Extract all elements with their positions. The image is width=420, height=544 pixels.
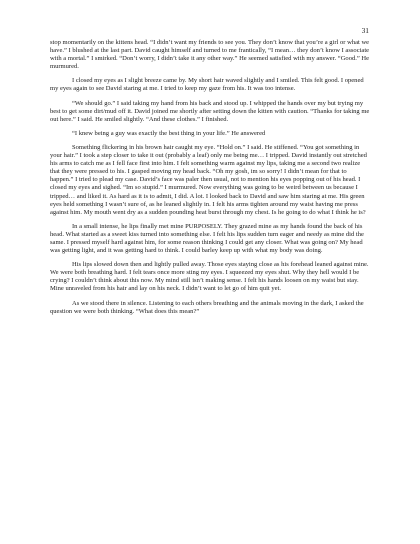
paragraph: “I knew being a guy was exactly the best thing in your life.” He answered <box>72 129 266 137</box>
paragraph: His lips slowed down then and lightly pulled away. Those eyes staying close as his forehead leaned against mine. We were both breathing hard. I felt tears once more sting my eyes. I squeezed my eyes shut. Why they hell would I be crying? I couldn’t think about this now. My mind still isn’t making sense. I felt his hands loosen on my waist but stay. Mine unraveled from his hair and lay on his neck. I didn’t want to let go of him quit yet. <box>50 261 369 293</box>
paragraph: As we stood there in silence. Listening to each others breathing and the animals moving in the dark, I asked the question we were both thinking. “What does this mean?” <box>50 299 364 315</box>
paragraph: “We should go.” I said taking my hand from his back and stood up. I whipped the hands over my but trying my best to get some dirt/mud off it. David joined me shortly after setting down the kitten with caution. “Thanks for taking me out here.” I said. He smiled slightly. “And these clothes.” I finished. <box>50 99 370 123</box>
paragraph: stop momentarily on the kittens head. “I didn’t want my friends to see you. They don’t know that you’re a girl or what we have.” I blushed at the last part. David caught himself and turned to me frantically, “I mean… they don’t know I associate with a mortal.” I smirked. “Don’t worry, I didn’t take it any other way.” He seemed satisfied with my answer. “Good.” He murmured. <box>50 39 370 71</box>
page-number: 31 <box>361 26 369 35</box>
paragraph: Something flickering in his brown hair caught my eye. “Hold on.” I said. He stiffened. “You got something in your hair.” I took a step closer to take it out (probably a leaf) only me being me… I tripped. David instantly out stretched his arms to catch me as I fell face first into him. I felt something warm against my lips, taking me a second two realize that they were pressed to his. I gasped moving my head back. “Oh my gosh, im so sorry! I didn’t mean for that to happen.” I tried to plead my case. David’s face was paler then usual, not to mention his eyes popping out of his head. I closed my eyes and sighed. “Im so stupid.” I murmured. Now everything was going to be weird between us because I tripped… and liked it. As hard as it is to admit, I did. A lot. I looked back to David and saw him staring at me. His green eyes held something I wasn’t sure of, as he leaned slightly in. I felt his arms tighten around my waist having me press against him. My mouth went dry as a sudden pounding heat burst through my chest. Is he going to do what I think he is? <box>50 143 367 216</box>
body-text <box>50 39 371 322</box>
paragraph: I closed my eyes as I slight breeze came by. My short hair waved slightly and I smiled. This felt good. I opened my eyes again to see David staring at me. I tried to keep my gaze from his. It was too intense. <box>50 77 364 93</box>
paragraph: In a small intense, he lips finally met mine PURPOSELY. They grazed mine as my hands found the back of his head. What started as a sweet kiss turned into something else. I felt his lips sudden turn eager and needy as mine did the same. I pressed myself hard against him, for some reason thinking I could get any closer. What was going on? My head was getting light, and it was getting hard to think. I could barley keep up with what my body was doing. <box>50 222 364 255</box>
